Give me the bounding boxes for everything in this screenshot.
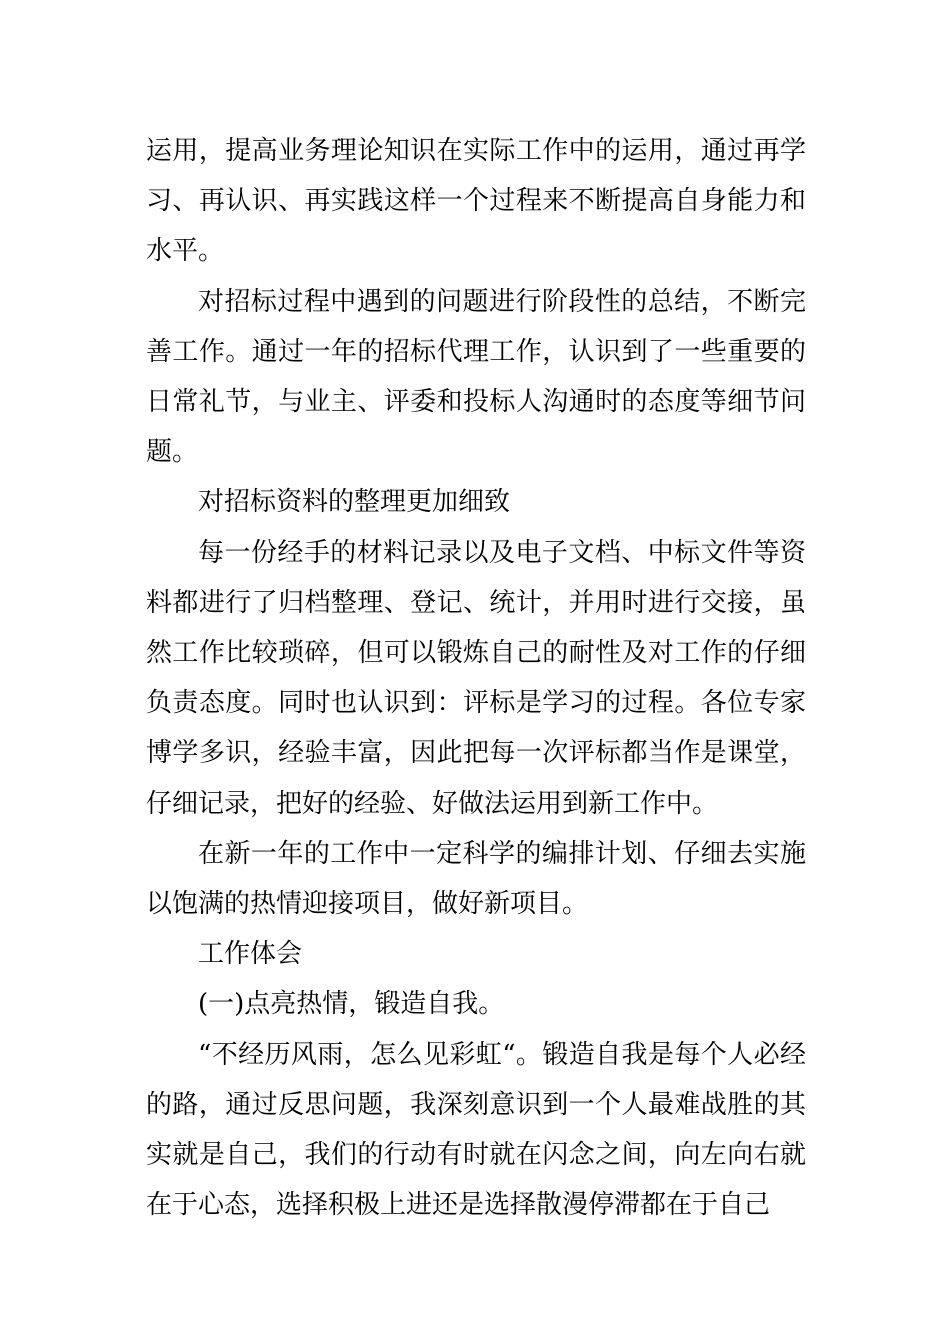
document-body [146, 126, 806, 1230]
paragraph-5: 在新一年的工作中一定科学的编排计划、仔细去实施以饱满的热情迎接项目，做好新项目。 [146, 838, 806, 920]
paragraph-8: “不经历风雨，怎么见彩虹“。锻造自我是每个人必经的路，通过反思问题，我深刻意识到一个人最难战胜的其实就是自己，我们的行动有时就在闪念之间，向左向右就在于心态，选择积极上进还是选择散漫停滞都在于自己 [146, 1039, 806, 1221]
section-heading-bidding-materials: 对招标资料的整理更加细致 [198, 487, 511, 518]
paragraph-2: 对招标过程中遇到的问题进行阶段性的总结，不断完善工作。通过一年的招标代理工作，认识到了一些重要的日常礼节，与业主、评委和投标人沟通时的态度等细节问题。 [146, 286, 806, 468]
paragraph-4: 每一份经手的材料记录以及电子文档、中标文件等资料都进行了归档整理、登记、统计，并用时进行交接，虽然工作比较琐碎，但可以锻炼自己的耐性及对工作的仔细负责态度。同时也认识到：评标是学习的过程。各位专家博学多识，经验丰富，因此把每一次评标都当作是课堂，仔细记录，把好的经验、好做法运用到新工作中。 [146, 537, 806, 819]
paragraph-1: 运用，提高业务理论知识在实际工作中的运用，通过再学习、再认识、再实践这样一个过程来不断提高自身能力和水平。 [146, 136, 806, 267]
section-heading-work-experience: 工作体会 [198, 939, 303, 970]
subsection-heading-1: (一)点亮热情，锻造自我。 [198, 989, 505, 1020]
